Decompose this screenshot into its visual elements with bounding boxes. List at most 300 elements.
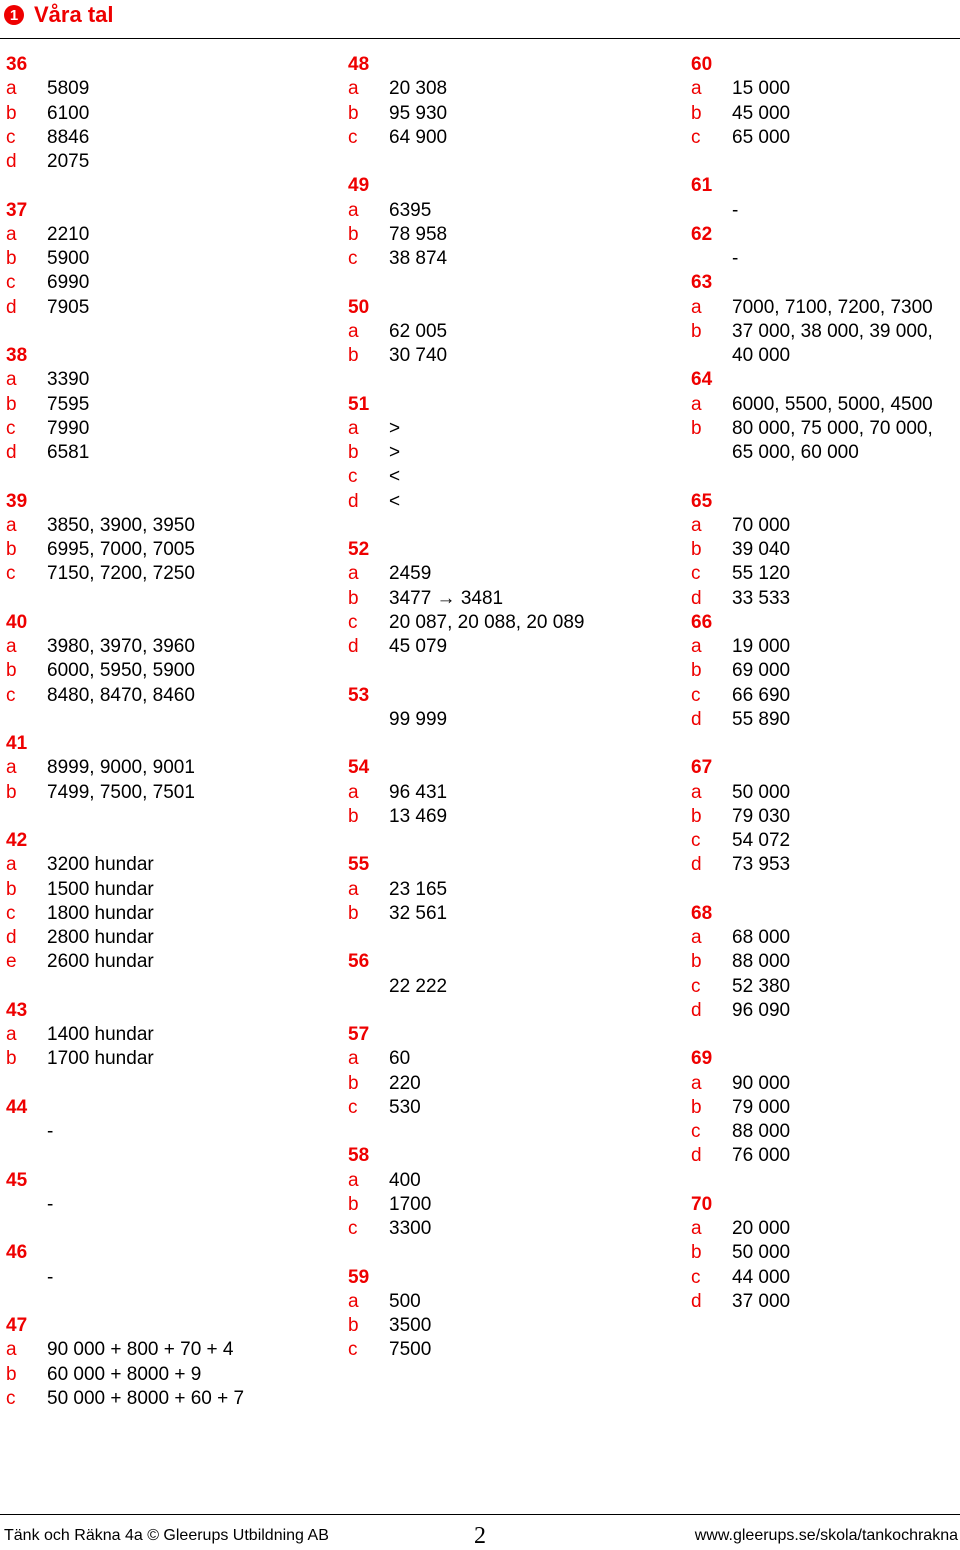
exercise-number-row (691, 611, 959, 635)
answer-letter (348, 514, 389, 538)
answer-value: > (389, 417, 401, 439)
answer-value: 32 561 (389, 902, 448, 924)
answer-letter: a (691, 78, 702, 100)
exercise-number: 70 (691, 1193, 713, 1215)
answer-value: 90 000 (732, 1072, 791, 1094)
answer-value: 15 000 (732, 78, 791, 100)
answer-row (348, 732, 678, 756)
answer-row (6, 441, 336, 465)
answer-row (691, 659, 959, 683)
answer-letter: c (6, 563, 16, 585)
answer-row (691, 829, 959, 853)
answer-row (691, 1241, 959, 1265)
exercise-number: 66 (691, 611, 713, 633)
exercise-number-row (6, 829, 336, 853)
answer-value: 99 999 (389, 708, 448, 730)
answer-letter: d (691, 708, 702, 730)
exercise-number-row (348, 853, 678, 877)
answer-value: 60 (389, 1048, 411, 1070)
answer-row (691, 150, 959, 174)
answer-row (348, 1314, 678, 1338)
answer-row (348, 659, 678, 683)
answer-row (691, 1217, 959, 1241)
answer-row (348, 465, 678, 489)
answer-row (6, 853, 336, 877)
answer-row (348, 223, 678, 247)
exercise-number: 60 (691, 54, 713, 75)
answer-letter: b (348, 902, 359, 924)
answer-row (6, 635, 336, 659)
exercise-number-row (348, 1266, 678, 1290)
exercise-number-row (691, 1047, 959, 1071)
answer-letter: a (348, 417, 359, 439)
answer-value: 55 890 (732, 708, 791, 730)
exercise-number: 68 (691, 902, 713, 924)
circled-number-icon: 1 (4, 5, 24, 25)
answer-row (6, 126, 336, 150)
answer-value: 7990 (47, 417, 90, 439)
answer-row (691, 126, 959, 150)
exercise-number-row (348, 538, 678, 562)
answer-letter (691, 878, 732, 902)
answer-row (6, 878, 336, 902)
answer-row (348, 805, 678, 829)
exercise-number: 63 (691, 272, 713, 294)
answer-value: 1700 (389, 1193, 432, 1215)
answer-value: 3850, 3900, 3950 (47, 514, 195, 536)
answer-letter: c (691, 684, 701, 706)
answers-column-3 (691, 53, 959, 1314)
answer-value: 20 087, 20 088, 20 089 (389, 611, 585, 633)
answer-letter: b (691, 660, 702, 682)
answer-row (6, 756, 336, 780)
answer-row (6, 514, 336, 538)
answer-value: 60 000 + 8000 + 9 (47, 1363, 202, 1385)
answer-letter: b (348, 1072, 359, 1094)
answer-row (348, 271, 678, 295)
answer-row (6, 247, 336, 271)
answer-letter: c (6, 126, 16, 148)
answer-letter: d (691, 587, 702, 609)
answer-letter: d (691, 1145, 702, 1167)
exercise-number-row (691, 756, 959, 780)
exercise-number: 51 (348, 393, 370, 415)
answer-letter (6, 1217, 47, 1241)
answer-letter (691, 465, 732, 489)
answer-row (6, 805, 336, 829)
exercise-number-row (348, 1144, 678, 1168)
exercise-number: 44 (6, 1096, 28, 1118)
answer-letter: a (691, 514, 702, 536)
exercise-number-row (6, 1096, 336, 1120)
answer-letter: e (6, 951, 17, 973)
answer-row (6, 223, 336, 247)
answer-row (6, 781, 336, 805)
answer-row (348, 878, 678, 902)
answer-letter: a (6, 78, 17, 100)
answer-row (348, 126, 678, 150)
answer-letter (6, 1266, 47, 1290)
answer-value: 54 072 (732, 830, 791, 851)
answer-letter: a (348, 1169, 359, 1191)
answer-value: 3500 (389, 1315, 432, 1336)
answer-row (348, 368, 678, 392)
answer-value: 6995, 7000, 7005 (47, 539, 195, 560)
answer-letter: c (691, 830, 701, 851)
answer-letter: b (691, 1242, 702, 1264)
answer-row (6, 538, 336, 562)
answer-letter (6, 1072, 47, 1096)
answer-letter: b (348, 442, 359, 463)
answer-row (6, 1266, 336, 1290)
answer-letter: b (6, 248, 17, 269)
answer-value: 7499, 7500, 7501 (47, 781, 195, 803)
answer-value: 20 308 (389, 78, 448, 100)
answer-value: 6581 (47, 442, 90, 463)
page-title-text: Våra tal (34, 2, 114, 27)
page-title (4, 0, 114, 30)
exercise-number: 39 (6, 490, 28, 512)
answer-value: 44 000 (732, 1266, 791, 1288)
answer-letter (348, 1120, 389, 1144)
answer-row (691, 781, 959, 805)
answer-row (6, 1047, 336, 1071)
exercise-number: 55 (348, 854, 370, 876)
answer-value: < (389, 466, 401, 488)
answer-row (6, 296, 336, 320)
answer-value: 45 000 (732, 102, 791, 124)
exercise-number: 59 (348, 1266, 370, 1288)
exercise-number-row (348, 1023, 678, 1047)
answer-row (691, 1290, 959, 1314)
answer-letter: a (348, 1048, 359, 1070)
answer-row (691, 296, 959, 320)
exercise-number-row (691, 490, 959, 514)
answer-letter: c (348, 1218, 358, 1239)
answer-letter: d (691, 854, 702, 876)
answer-letter (348, 999, 389, 1023)
answer-letter: b (6, 102, 17, 124)
answer-value: 7595 (47, 393, 90, 415)
answer-letter: a (348, 563, 359, 585)
answer-row (348, 1338, 678, 1362)
exercise-number-row (6, 732, 336, 756)
answer-letter: c (6, 1387, 16, 1409)
exercise-number-row (6, 1314, 336, 1338)
answer-letter: a (691, 1072, 702, 1094)
answer-value: - (47, 1121, 54, 1142)
answer-row (691, 77, 959, 101)
footer-website-link[interactable]: www.gleerups.se/skola/tankochrakna (694, 1527, 958, 1544)
answer-value: 78 958 (389, 223, 448, 245)
answer-row (691, 1144, 959, 1168)
answer-letter: d (691, 999, 702, 1021)
answer-letter (691, 344, 732, 368)
answer-value: 1800 hundar (47, 902, 154, 924)
answer-row (691, 1023, 959, 1047)
answer-value: 52 380 (732, 975, 791, 997)
answer-value: 65 000, 60 000 (732, 442, 859, 463)
answer-row (348, 975, 678, 999)
exercise-number-row (348, 756, 678, 780)
answer-value: 19 000 (732, 636, 791, 657)
answer-letter (691, 247, 732, 271)
answer-letter (6, 805, 47, 829)
answer-letter: d (348, 490, 359, 512)
answer-value: 1700 hundar (47, 1048, 154, 1070)
answer-value: 6990 (47, 272, 90, 294)
answer-row (348, 635, 678, 659)
exercise-number-row (6, 344, 336, 368)
answer-row (348, 514, 678, 538)
answer-letter: a (691, 393, 702, 415)
answer-letter: b (348, 587, 359, 609)
answer-letter: a (6, 1339, 17, 1361)
answer-value: 96 090 (732, 999, 791, 1021)
answer-row (691, 684, 959, 708)
answer-value: 500 (389, 1290, 421, 1312)
answer-value: - (47, 1266, 54, 1288)
answer-letter: a (348, 781, 359, 803)
answer-value: 2800 hundar (47, 927, 154, 948)
answer-row (691, 417, 959, 441)
answer-letter: c (348, 126, 358, 148)
answer-value: 23 165 (389, 878, 448, 900)
answer-row (348, 150, 678, 174)
answer-row (691, 1169, 959, 1193)
answer-value: 400 (389, 1169, 421, 1191)
answer-letter: b (691, 539, 702, 560)
answer-letter (691, 150, 732, 174)
answer-row (348, 562, 678, 586)
answer-value: 64 900 (389, 126, 448, 148)
answer-row (6, 368, 336, 392)
exercise-number: 43 (6, 999, 28, 1021)
exercise-number: 58 (348, 1145, 370, 1167)
answer-row (691, 878, 959, 902)
answer-value: 2075 (47, 151, 90, 172)
answer-row (6, 1072, 336, 1096)
answer-letter: b (6, 393, 17, 415)
answer-row (348, 902, 678, 926)
answer-row (348, 999, 678, 1023)
answer-letter: c (6, 902, 16, 924)
answer-row (348, 77, 678, 101)
answer-value: 40 000 (732, 345, 791, 366)
answer-value: 70 000 (732, 514, 791, 536)
answer-value: 1400 hundar (47, 1024, 154, 1045)
answer-value: 90 000 + 800 + 70 + 4 (47, 1339, 234, 1361)
answer-value: 3200 hundar (47, 854, 154, 876)
exercise-number-row (6, 1169, 336, 1193)
exercise-number-row (348, 53, 678, 77)
answer-row (6, 902, 336, 926)
answer-letter: a (348, 78, 359, 100)
answer-letter: b (6, 539, 17, 560)
answer-letter (6, 708, 47, 732)
answer-letter: a (6, 1024, 17, 1045)
exercise-number: 53 (348, 684, 370, 706)
exercise-number: 64 (691, 369, 713, 391)
exercise-number: 40 (6, 611, 28, 633)
answer-row (6, 393, 336, 417)
answer-row (6, 417, 336, 441)
answer-row (348, 781, 678, 805)
answer-row (6, 77, 336, 101)
answer-letter: a (348, 320, 359, 342)
answer-letter: d (6, 442, 17, 463)
exercise-number: 50 (348, 296, 370, 318)
answer-row (691, 102, 959, 126)
exercise-number: 54 (348, 757, 370, 779)
answer-letter (6, 1120, 47, 1144)
answer-row (691, 587, 959, 611)
answer-value: 76 000 (732, 1145, 791, 1167)
answer-letter: c (6, 684, 16, 706)
answer-value: 7000, 7100, 7200, 7300 (732, 296, 933, 318)
answer-letter: c (348, 611, 358, 633)
answer-row (691, 975, 959, 999)
answer-letter: c (348, 248, 358, 269)
exercise-number-row (6, 490, 336, 514)
answers-column-2 (348, 53, 678, 1363)
exercise-number-row (6, 999, 336, 1023)
exercise-number: 49 (348, 175, 370, 197)
exercise-number: 45 (6, 1169, 28, 1191)
answer-letter: b (691, 417, 702, 439)
answer-letter: c (6, 272, 16, 294)
answer-value: 1500 hundar (47, 878, 154, 900)
answer-letter: b (6, 878, 17, 900)
exercise-number-row (691, 902, 959, 926)
answer-row (348, 1072, 678, 1096)
exercise-number: 67 (691, 757, 713, 779)
answer-row (6, 708, 336, 732)
exercise-number-row (6, 53, 336, 77)
answer-letter: a (691, 1218, 702, 1239)
answer-value: 2210 (47, 223, 90, 245)
exercise-number: 47 (6, 1315, 28, 1336)
answer-letter: b (691, 805, 702, 827)
answer-row (6, 1120, 336, 1144)
exercise-number-row (6, 611, 336, 635)
answer-letter: c (6, 417, 16, 439)
answer-value: 38 874 (389, 248, 448, 269)
answer-letter: c (691, 1121, 701, 1142)
answer-letter (691, 1023, 732, 1047)
answer-letter: a (6, 514, 17, 536)
answer-letter: c (348, 466, 358, 488)
answer-row (691, 999, 959, 1023)
answer-value: 88 000 (732, 1121, 791, 1142)
answer-value: 530 (389, 1096, 421, 1118)
exercise-number: 38 (6, 345, 28, 366)
answer-value: 62 005 (389, 320, 448, 342)
exercise-number: 65 (691, 490, 713, 512)
answer-row (6, 1290, 336, 1314)
answer-row (348, 829, 678, 853)
answer-value: 37 000, 38 000, 39 000, (732, 320, 933, 342)
answer-letter (348, 150, 389, 174)
answer-value: 3300 (389, 1218, 432, 1239)
answer-row (691, 199, 959, 223)
answer-letter: d (6, 296, 17, 318)
answer-value: 80 000, 75 000, 70 000, (732, 417, 933, 439)
answer-letter: b (348, 223, 359, 245)
answer-value: 66 690 (732, 684, 791, 706)
answer-value: 6100 (47, 102, 90, 124)
answer-letter (348, 1241, 389, 1265)
answer-letter (691, 441, 732, 465)
answer-letter: b (6, 1363, 17, 1385)
exercise-number: 62 (691, 223, 713, 245)
answer-value: 39 040 (732, 539, 791, 560)
answer-value: 8999, 9000, 9001 (47, 757, 195, 779)
answer-row (6, 150, 336, 174)
answer-letter: b (348, 102, 359, 124)
answer-letter: c (691, 126, 701, 148)
answer-letter: b (6, 660, 17, 682)
answer-letter: b (348, 1315, 359, 1336)
answer-letter: c (348, 1096, 358, 1118)
answer-letter: b (691, 102, 702, 124)
page-footer (0, 1514, 960, 1548)
exercise-number-row (348, 174, 678, 198)
answer-row (348, 320, 678, 344)
answer-letter (348, 975, 389, 999)
exercise-number-row (348, 393, 678, 417)
answer-row (6, 465, 336, 489)
answer-value: - (47, 1193, 54, 1215)
exercise-number: 56 (348, 951, 370, 973)
answer-letter (6, 174, 47, 198)
answer-row (691, 1072, 959, 1096)
answer-row (6, 1217, 336, 1241)
answer-row (691, 247, 959, 271)
exercise-number-row (691, 174, 959, 198)
answer-letter: b (348, 1193, 359, 1215)
answer-letter: a (691, 296, 702, 318)
answer-row (348, 708, 678, 732)
answer-row (348, 344, 678, 368)
answer-value: 22 222 (389, 975, 448, 997)
answer-value: 13 469 (389, 805, 448, 827)
answer-letter: a (6, 369, 17, 391)
answer-value: - (732, 248, 739, 269)
answer-value: 5809 (47, 78, 90, 100)
answer-value: 50 000 (732, 1242, 791, 1264)
answer-row (691, 1096, 959, 1120)
exercise-number-row (348, 684, 678, 708)
answer-letter: d (6, 927, 17, 948)
answer-letter: a (691, 927, 702, 948)
answer-row (6, 1144, 336, 1168)
answer-value: 69 000 (732, 660, 791, 682)
answer-value: 30 740 (389, 345, 448, 366)
answer-value: 5900 (47, 248, 90, 269)
answer-row (691, 950, 959, 974)
exercise-number: 48 (348, 54, 370, 75)
exercise-number-row (691, 223, 959, 247)
answer-row (691, 1266, 959, 1290)
answer-value: 45 079 (389, 636, 448, 657)
answer-value: 8480, 8470, 8460 (47, 684, 195, 706)
answer-value: 7905 (47, 296, 90, 318)
answer-letter (348, 368, 389, 392)
answer-letter (6, 1290, 47, 1314)
answer-letter (348, 659, 389, 683)
answer-letter: a (6, 854, 17, 876)
